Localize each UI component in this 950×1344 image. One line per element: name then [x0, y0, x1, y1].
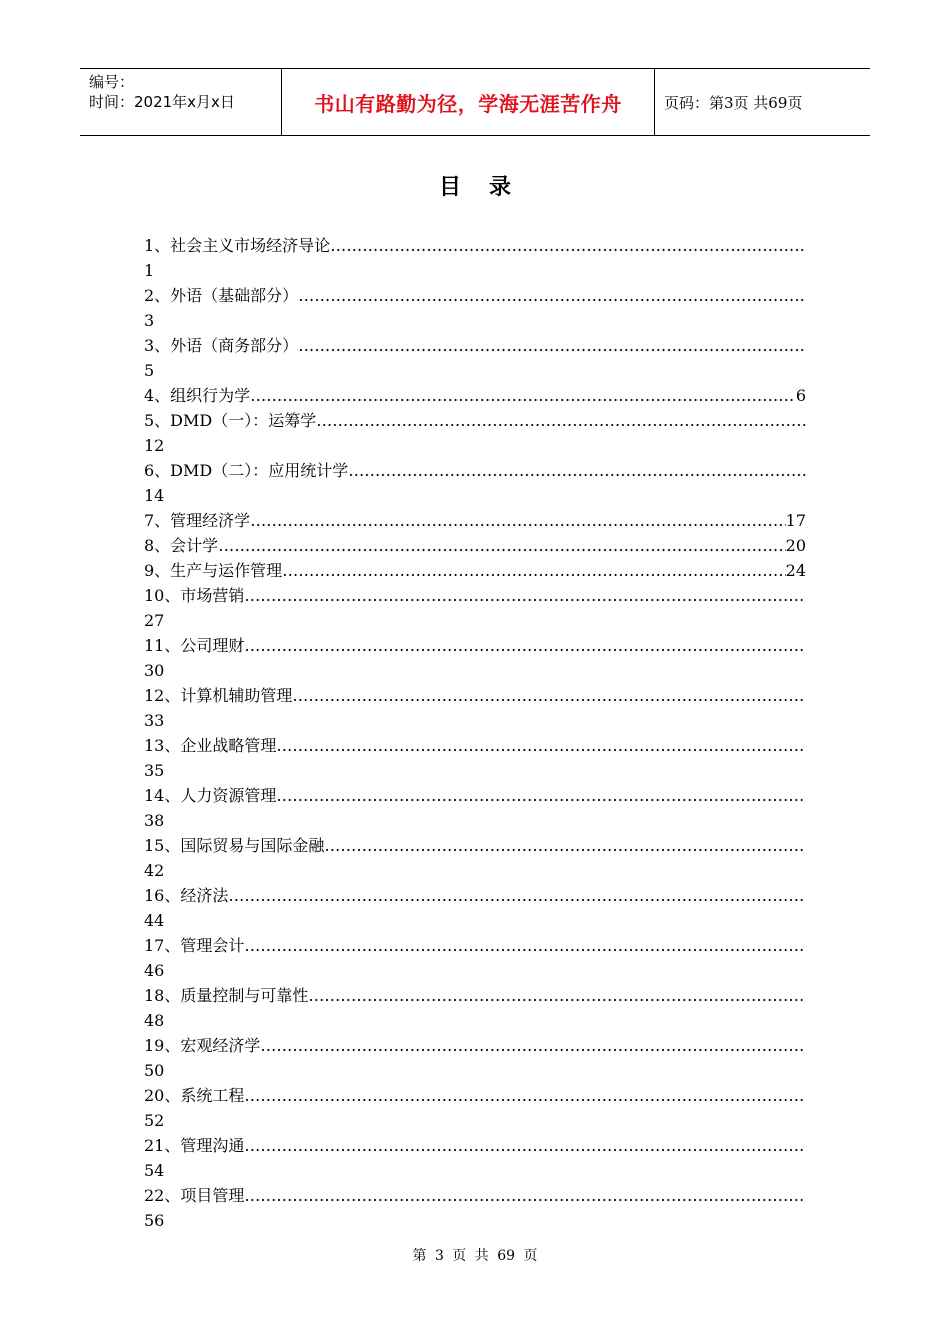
toc-page-number: 24 — [785, 561, 806, 580]
toc-page-number-text: 44 — [144, 911, 165, 930]
toc-page-number-text: 50 — [144, 1061, 165, 1080]
toc-page-number-text: 3 — [144, 311, 155, 330]
document-header — [80, 68, 870, 136]
toc-entry-label: 11、公司理财 — [144, 636, 245, 655]
toc-entry[interactable] — [144, 1133, 806, 1158]
toc-entry[interactable] — [144, 408, 806, 433]
toc-entry-label: 14、人力资源管理 — [144, 786, 277, 805]
toc-entry[interactable] — [144, 733, 806, 758]
toc-entry[interactable] — [144, 458, 806, 483]
toc-page-number-text: 52 — [144, 1111, 165, 1130]
toc-leader-dots — [244, 1183, 806, 1208]
toc-entry[interactable] — [144, 333, 806, 358]
toc-page-number: 6 — [795, 386, 806, 405]
toc-leader-dots — [276, 733, 806, 758]
toc-entry-label: 19、宏观经济学 — [144, 1036, 261, 1055]
toc-leader-dots — [298, 283, 806, 308]
toc-entry[interactable] — [144, 933, 806, 958]
toc-entry[interactable] — [144, 283, 806, 308]
toc-entry[interactable] — [144, 633, 806, 658]
toc-entry-label: 20、系统工程 — [144, 1086, 245, 1105]
toc-entry[interactable] — [144, 683, 806, 708]
toc-page-number — [144, 1158, 806, 1183]
toc-entry-label: 9、生产与运作管理 — [144, 561, 283, 580]
toc-entry[interactable] — [144, 983, 806, 1008]
header-page-info — [655, 69, 870, 135]
toc-entry[interactable] — [144, 533, 806, 558]
toc-entry-label: 15、国际贸易与国际金融 — [144, 836, 325, 855]
motto-text: 书山有路勤为径，学海无涯苦作舟 — [314, 91, 622, 116]
toc-page-number-text: 1 — [144, 261, 155, 280]
toc-entry-label: 5、DMD（一）：运筹学 — [144, 411, 317, 430]
toc-entry[interactable] — [144, 233, 806, 258]
toc-entry-label: 6、DMD（二）：应用统计学 — [144, 461, 349, 480]
toc-leader-dots — [298, 333, 806, 358]
toc-entry-label: 22、项目管理 — [144, 1186, 245, 1205]
toc-leader-dots — [330, 233, 806, 258]
toc-page-number-text: 46 — [144, 961, 165, 980]
toc-page-number — [144, 758, 806, 783]
toc-page-number — [144, 433, 806, 458]
toc-page-number — [144, 1008, 806, 1033]
toc-page-number-text: 35 — [144, 761, 165, 780]
table-of-contents — [144, 233, 806, 1233]
toc-page-number-text: 48 — [144, 1011, 165, 1030]
toc-page-number-text: 30 — [144, 661, 165, 680]
toc-entry-label: 13、企业战略管理 — [144, 736, 277, 755]
toc-page-number — [144, 1108, 806, 1133]
toc-leader-dots — [348, 458, 806, 483]
toc-leader-dots — [316, 408, 806, 433]
toc-page-number — [144, 258, 806, 283]
toc-entry-label: 10、市场营销 — [144, 586, 245, 605]
toc-page-number-text: 33 — [144, 711, 165, 730]
toc-page-number-text: 12 — [144, 436, 165, 455]
toc-entry-label: 2、外语（基础部分） — [144, 286, 299, 305]
toc-leader-dots — [244, 583, 806, 608]
toc-leader-dots — [292, 683, 806, 708]
toc-entry-label: 4、组织行为学 — [144, 386, 251, 405]
toc-entry-label: 17、管理会计 — [144, 936, 245, 955]
toc-entry[interactable] — [144, 833, 806, 858]
toc-entry-label: 12、计算机辅助管理 — [144, 686, 293, 705]
toc-leader-dots — [250, 508, 785, 533]
toc-entry-label: 21、管理沟通 — [144, 1136, 245, 1155]
toc-page-number-text: 42 — [144, 861, 165, 880]
toc-page-number — [144, 358, 806, 383]
toc-entry[interactable] — [144, 1033, 806, 1058]
toc-entry[interactable] — [144, 558, 806, 583]
toc-leader-dots — [244, 933, 806, 958]
toc-leader-dots — [244, 633, 806, 658]
toc-page-number — [144, 858, 806, 883]
toc-entry-label: 3、外语（商务部分） — [144, 336, 299, 355]
toc-page-number — [144, 708, 806, 733]
toc-entry[interactable] — [144, 783, 806, 808]
toc-page-number-text: 27 — [144, 611, 165, 630]
toc-entry[interactable] — [144, 1083, 806, 1108]
toc-leader-dots — [244, 1133, 806, 1158]
toc-leader-dots — [250, 383, 796, 408]
toc-leader-dots — [276, 783, 806, 808]
toc-page-number-text: 56 — [144, 1211, 165, 1230]
toc-page-number — [144, 308, 806, 333]
toc-page-number-text: 38 — [144, 811, 165, 830]
serial-label: 编号： — [89, 73, 135, 91]
toc-page-number: 17 — [785, 511, 806, 530]
page-footer: 第 3 页 共 69 页 — [412, 1248, 538, 1264]
toc-entry[interactable] — [144, 1183, 806, 1208]
page-title: 目录 — [438, 175, 539, 200]
page-info-text: 页码：第3页 共69页 — [664, 93, 803, 112]
toc-page-number — [144, 483, 806, 508]
header-motto — [282, 69, 655, 135]
toc-page-number — [144, 808, 806, 833]
toc-page-number: 20 — [785, 536, 806, 555]
toc-page-number — [144, 608, 806, 633]
toc-entry[interactable] — [144, 508, 806, 533]
toc-entry[interactable] — [144, 383, 806, 408]
header-meta — [80, 69, 282, 135]
toc-page-number — [144, 958, 806, 983]
toc-page-number — [144, 658, 806, 683]
toc-entry-label: 8、会计学 — [144, 536, 219, 555]
toc-page-number — [144, 908, 806, 933]
toc-page-number-text: 14 — [144, 486, 165, 505]
toc-page-number-text: 54 — [144, 1161, 165, 1180]
toc-page-number-text: 5 — [144, 361, 155, 380]
toc-entry-label: 16、经济法 — [144, 886, 229, 905]
toc-leader-dots — [218, 533, 785, 558]
toc-entry-label: 18、质量控制与可靠性 — [144, 986, 309, 1005]
toc-entry[interactable] — [144, 883, 806, 908]
toc-leader-dots — [308, 983, 806, 1008]
toc-leader-dots — [244, 1083, 806, 1108]
toc-entry-label: 7、管理经济学 — [144, 511, 251, 530]
toc-leader-dots — [324, 833, 806, 858]
toc-leader-dots — [228, 883, 806, 908]
time-label: 时间：2021年x月x日 — [89, 93, 235, 111]
toc-page-number — [144, 1058, 806, 1083]
toc-leader-dots — [282, 558, 785, 583]
toc-leader-dots — [260, 1033, 806, 1058]
toc-entry[interactable] — [144, 583, 806, 608]
toc-entry-label: 1、社会主义市场经济导论 — [144, 236, 331, 255]
toc-page-number — [144, 1208, 806, 1233]
